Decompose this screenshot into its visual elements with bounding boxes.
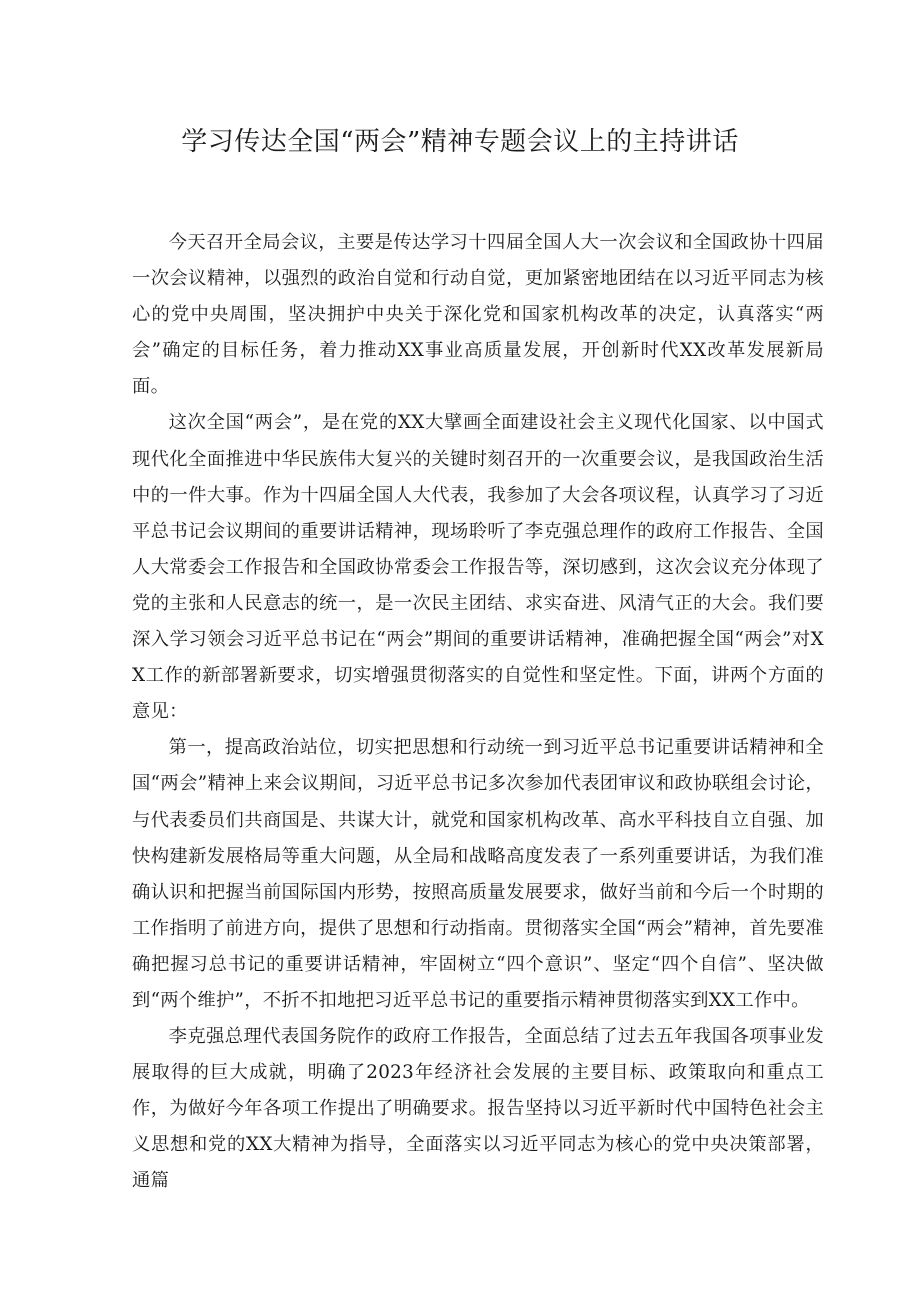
document-title: 学习传达全国“两会”精神专题会议上的主持讲话: [181, 127, 739, 157]
paragraph-government-report: 李克强总理代表国务院作的政府工作报告，全面总结了过去五年我国各项事业发展取得的巨大成就，明确了2023年经济社会发展的主要目标、政策取向和重点工作，为做好今年各项工作提出了明确要求。报告坚持以习近平新时代中国特色社会主义思想和党的XX大精神为指导，全面落实以习近平同志为核心的党中央决策部署，通篇: [132, 1026, 824, 1192]
paragraph-context: 这次全国“两会”，是在党的XX大擘画全面建设社会主义现代化国家、以中国式现代化全面推进中华民族伟大复兴的关键时刻召开的一次重要会议，是我国政治生活中的一件大事。作为十四届全国人大代表，我参加了大会各项议程，认真学习了习近平总书记会议期间的重要讲话精神，现场聆听了李克强总理作的政府工作报告、全国人大常委会工作报告和全国政协常委会工作报告等，深切感到，这次会议充分体现了党的主张和人民意志的统一，是一次民主团结、求实奋进、风清气正的大会。我们要深入学习领会习近平总书记在“两会”期间的重要讲话精神，准确把握全国“两会”对XX工作的新部署新要求，切实增强贯彻落实的自觉性和坚定性。下面，讲两个方面的意见：: [132, 412, 824, 723]
paragraph-point-one: 第一，提高政治站位，切实把思想和行动统一到习近平总书记重要讲话精神和全国“两会”精神上来会议期间，习近平总书记多次参加代表团审议和政协联组会讨论，与代表委员们共商国是、共谋大计，就党和国家机构改革、高水平科技自立自强、加快构建新发展格局等重大问题，从全局和战略高度发表了一系列重要讲话，为我们准确认识和把握当前国际国内形势，按照高质量发展要求，做好当前和今后一个时期的工作指明了前进方向，提供了思想和行动指南。贯彻落实全国“两会”精神，首先要准确把握习总书记的重要讲话精神，牢固树立“四个意识”、坚定“四个自信”、坚决做到“两个维护”，不折不扣地把习近平总书记的重要指示精神贯彻落实到XX工作中。: [132, 737, 824, 1011]
document-body: [132, 225, 824, 1200]
paragraph-opening: 今天召开全局会议，主要是传达学习十四届全国人大一次会议和全国政协十四届一次会议精神，以强烈的政治自觉和行动自觉，更加紧密地团结在以习近平同志为核心的党中央周围，坚决拥护中央关于深化党和国家机构改革的决定，认真落实“两会”确定的目标任务，着力推动XX事业高质量发展，开创新时代XX改革发展新局面。: [132, 232, 824, 398]
